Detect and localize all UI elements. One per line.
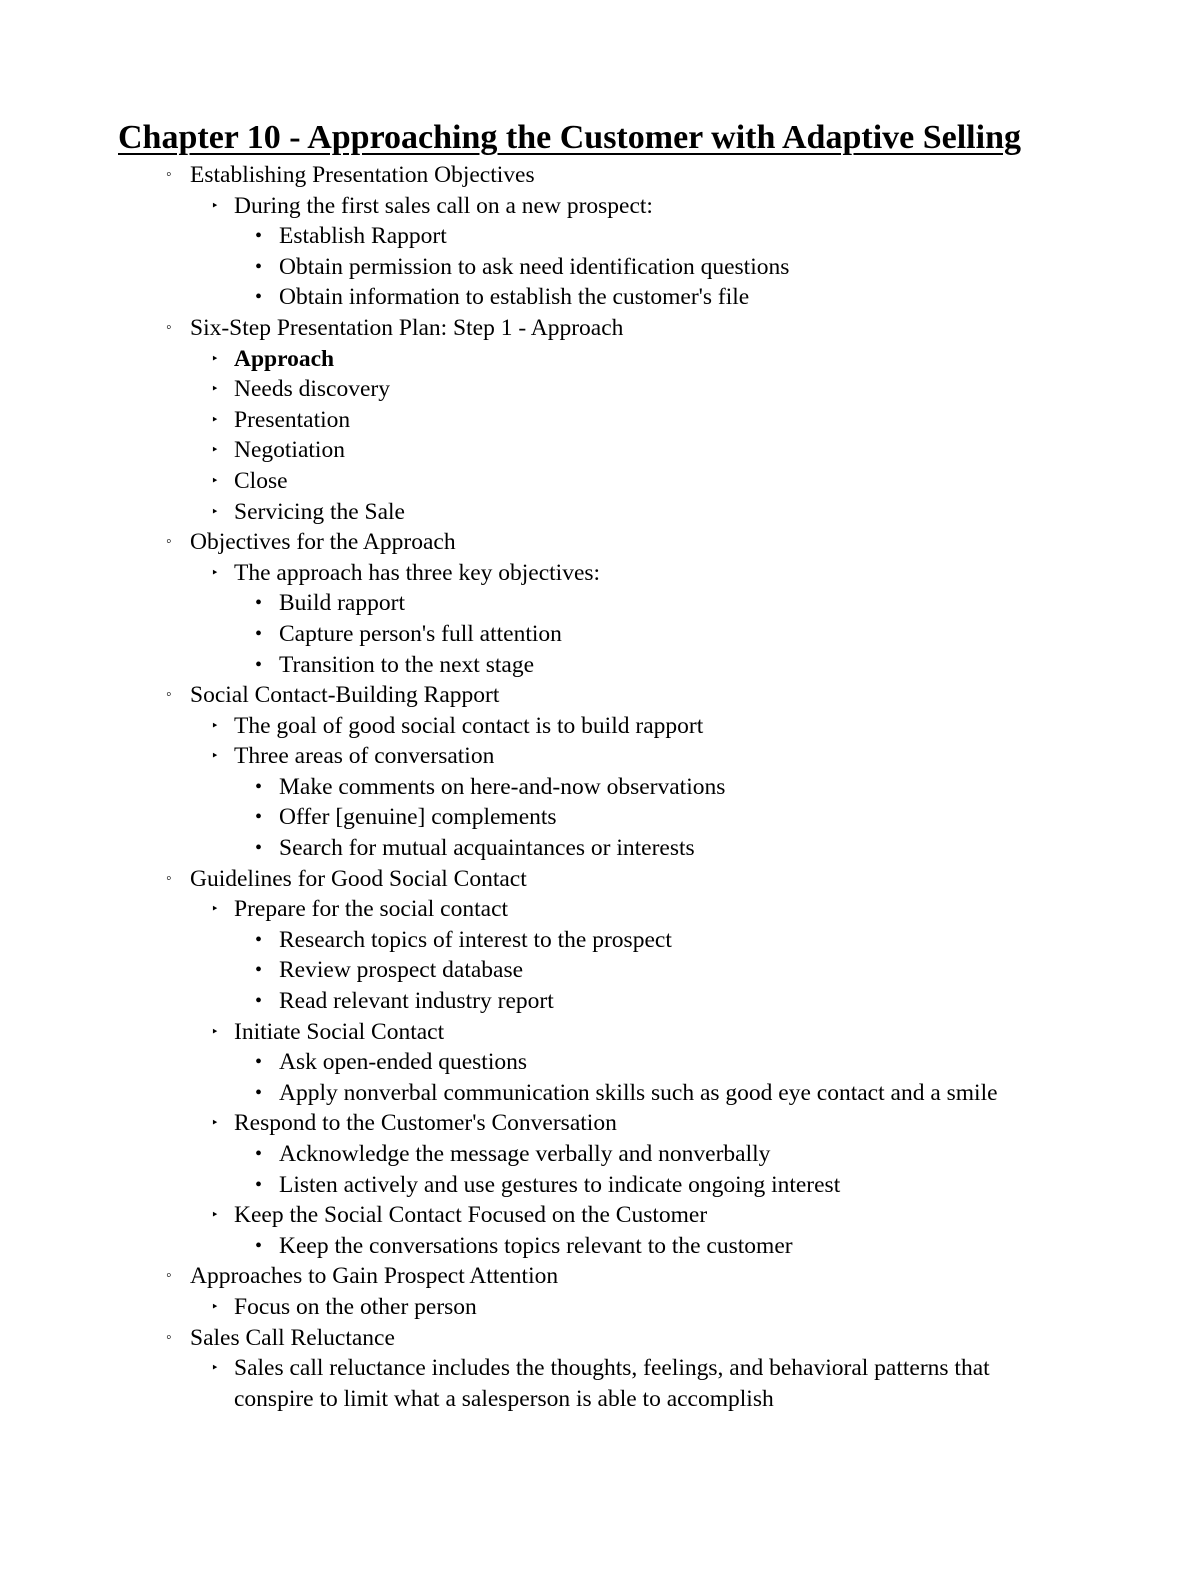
bullet-level-2-icon: ‣ — [211, 381, 219, 397]
outline-item-text: Respond to the Customer's Conversation — [234, 1110, 617, 1137]
outline-item-level-3 — [0, 802, 1200, 833]
outline-item-level-3 — [0, 619, 1200, 650]
outline-item-level-2 — [0, 405, 1200, 436]
outline-item-text: Capture person's full attention — [279, 620, 562, 647]
outline-item-level-2 — [0, 435, 1200, 466]
bullet-level-3-icon: • — [255, 1173, 263, 1196]
outline-item-text: Build rapport — [279, 590, 405, 617]
outline-item-text: Needs discovery — [234, 376, 390, 403]
outline-item-level-3 — [0, 252, 1200, 283]
outline-item-text: Sales call reluctance includes the thoughts, feelings, and behavioral patterns that conspire to limit what a salesperson is able to accomplish — [234, 1355, 990, 1412]
outline-item-text: Transition to the next stage — [279, 651, 535, 678]
bullet-level-3-icon: • — [255, 622, 263, 645]
outline-item-level-3 — [0, 650, 1200, 681]
outline-item-level-2 — [0, 1200, 1200, 1231]
bullet-level-1-icon: ◦ — [166, 686, 172, 704]
outline-item-level-3 — [0, 955, 1200, 986]
outline-item-text: The goal of good social contact is to build rapport — [234, 712, 704, 739]
outline-list — [0, 160, 1200, 1414]
bullet-level-3-icon: • — [255, 255, 263, 278]
bullet-level-3-icon: • — [255, 775, 263, 798]
outline-item-text: Six-Step Presentation Plan: Step 1 - Approach — [190, 314, 624, 341]
outline-item-text: Three areas of conversation — [234, 743, 495, 770]
outline-item-text: Listen actively and use gestures to indicate ongoing interest — [279, 1171, 841, 1198]
bullet-level-1-icon: ◦ — [166, 1267, 172, 1285]
bullet-level-3-icon: • — [255, 1081, 263, 1104]
outline-item-text: Acknowledge the message verbally and nonverbally — [279, 1141, 771, 1167]
bullet-level-3-icon: • — [255, 1051, 263, 1074]
outline-item-level-3 — [0, 1170, 1200, 1201]
outline-item-level-2 — [0, 344, 1200, 375]
outline-item-text: Servicing the Sale — [234, 498, 405, 525]
outline-item-level-1 — [0, 160, 1200, 191]
outline-item-level-2 — [0, 1353, 1034, 1414]
outline-item-text: Research topics of interest to the prospect — [279, 926, 672, 953]
bullet-level-3-icon: • — [255, 653, 263, 676]
outline-item-level-2 — [0, 466, 1200, 497]
bullet-level-1-icon: ◦ — [166, 533, 172, 551]
outline-item-text: Apply nonverbal communication skills such as good eye contact and a smile — [279, 1079, 998, 1106]
page-title: Chapter 10 - Approaching the Customer with Adaptive Selling — [118, 119, 1021, 156]
bullet-level-2-icon: ‣ — [211, 1023, 219, 1039]
outline-item-text: Read relevant industry report — [279, 988, 554, 1015]
outline-item-level-1 — [0, 1261, 1200, 1292]
bullet-level-2-icon: ‣ — [211, 564, 219, 580]
outline-item-level-3 — [0, 772, 1200, 803]
outline-item-text: Presentation — [234, 406, 351, 433]
bullet-level-2-icon: ‣ — [211, 350, 219, 366]
bullet-level-2-icon: ‣ — [211, 901, 219, 917]
bullet-level-3-icon: • — [255, 286, 263, 309]
outline-item-text: Keep the Social Contact Focused on the Customer — [234, 1202, 708, 1229]
bullet-level-2-icon: ‣ — [211, 197, 219, 213]
outline-item-level-2 — [0, 894, 1200, 925]
bullet-level-3-icon: • — [255, 592, 263, 615]
outline-item-level-1 — [0, 1323, 1200, 1354]
bullet-level-2-icon: ‣ — [211, 472, 219, 488]
outline-item-text: Offer [genuine] complements — [279, 804, 557, 831]
outline-item-level-3 — [0, 1139, 1200, 1170]
outline-item-level-3 — [0, 1078, 1079, 1109]
outline-item-level-2 — [0, 558, 1200, 589]
bullet-level-3-icon: • — [255, 1143, 263, 1165]
bullet-level-3-icon: • — [255, 1234, 263, 1257]
outline-item-level-2 — [0, 741, 1200, 772]
bullet-level-3-icon: • — [255, 806, 263, 829]
outline-item-text: Establishing Presentation Objectives — [190, 162, 535, 188]
bullet-level-2-icon: ‣ — [211, 411, 219, 427]
bullet-level-2-icon: ‣ — [211, 442, 219, 458]
outline-item-text: Obtain permission to ask need identification questions — [279, 253, 790, 280]
outline-item-text: Approach — [234, 345, 335, 372]
bullet-level-1-icon: ◦ — [166, 318, 172, 336]
bullet-level-2-icon: ‣ — [211, 503, 219, 519]
outline-item-level-3 — [0, 1047, 1200, 1078]
outline-item-level-3 — [0, 282, 1200, 313]
outline-item-level-2 — [0, 1017, 1200, 1048]
bullet-level-2-icon: ‣ — [211, 748, 219, 764]
outline-item-text: Sales Call Reluctance — [190, 1324, 395, 1351]
outline-item-text: Approaches to Gain Prospect Attention — [190, 1263, 559, 1290]
bullet-level-2-icon: ‣ — [211, 717, 219, 733]
outline-item-level-3 — [0, 221, 1200, 252]
bullet-level-3-icon: • — [255, 990, 263, 1013]
outline-item-text: Close — [234, 467, 288, 494]
bullet-level-3-icon: • — [255, 837, 263, 860]
outline-item-text: Guidelines for Good Social Contact — [190, 865, 527, 892]
outline-item-text: Social Contact-Building Rapport — [190, 682, 500, 709]
outline-item-text: The approach has three key objectives: — [234, 559, 601, 586]
outline-item-level-3 — [0, 833, 1200, 864]
bullet-level-3-icon: • — [255, 225, 263, 248]
bullet-level-1-icon: ◦ — [166, 1328, 172, 1346]
outline-item-text: Obtain information to establish the customer's file — [279, 284, 750, 311]
outline-item-text: During the first sales call on a new prospect: — [234, 192, 653, 219]
bullet-level-1-icon: ◦ — [166, 166, 172, 183]
outline-item-level-3 — [0, 1231, 1200, 1262]
bullet-level-2-icon: ‣ — [211, 1207, 219, 1223]
outline-item-text: Prepare for the social contact — [234, 896, 509, 923]
outline-item-level-2 — [0, 497, 1200, 528]
bullet-level-3-icon: • — [255, 959, 263, 982]
outline-item-level-2 — [0, 374, 1200, 405]
outline-item-level-1 — [0, 864, 1200, 895]
bullet-level-2-icon: ‣ — [211, 1298, 219, 1314]
outline-item-level-1 — [0, 313, 1200, 344]
outline-item-text: Search for mutual acquaintances or interests — [279, 835, 695, 862]
outline-item-text: Establish Rapport — [279, 223, 447, 250]
outline-item-text: Review prospect database — [279, 957, 524, 984]
outline-item-level-2 — [0, 1108, 1200, 1139]
outline-item-text: Make comments on here-and-now observations — [279, 773, 726, 800]
outline-item-level-3 — [0, 588, 1200, 619]
outline-item-level-2 — [0, 711, 1200, 742]
outline-item-text: Keep the conversations topics relevant to the customer — [279, 1232, 793, 1259]
bullet-level-3-icon: • — [255, 928, 263, 951]
outline-item-text: Focus on the other person — [234, 1293, 477, 1320]
outline-item-level-2 — [0, 191, 1200, 222]
outline-item-level-1 — [0, 527, 1200, 558]
outline-item-level-1 — [0, 680, 1200, 711]
outline-item-text: Initiate Social Contact — [234, 1018, 445, 1045]
bullet-level-1-icon: ◦ — [166, 869, 172, 887]
outline-item-text: Negotiation — [234, 437, 345, 464]
outline-item-level-3 — [0, 925, 1200, 956]
outline-item-text: Objectives for the Approach — [190, 529, 456, 556]
bullet-level-2-icon: ‣ — [211, 1115, 219, 1131]
bullet-level-2-icon: ‣ — [211, 1360, 219, 1376]
outline-item-text: Ask open-ended questions — [279, 1049, 528, 1076]
outline-item-level-2 — [0, 1292, 1200, 1323]
outline-item-level-3 — [0, 986, 1200, 1017]
